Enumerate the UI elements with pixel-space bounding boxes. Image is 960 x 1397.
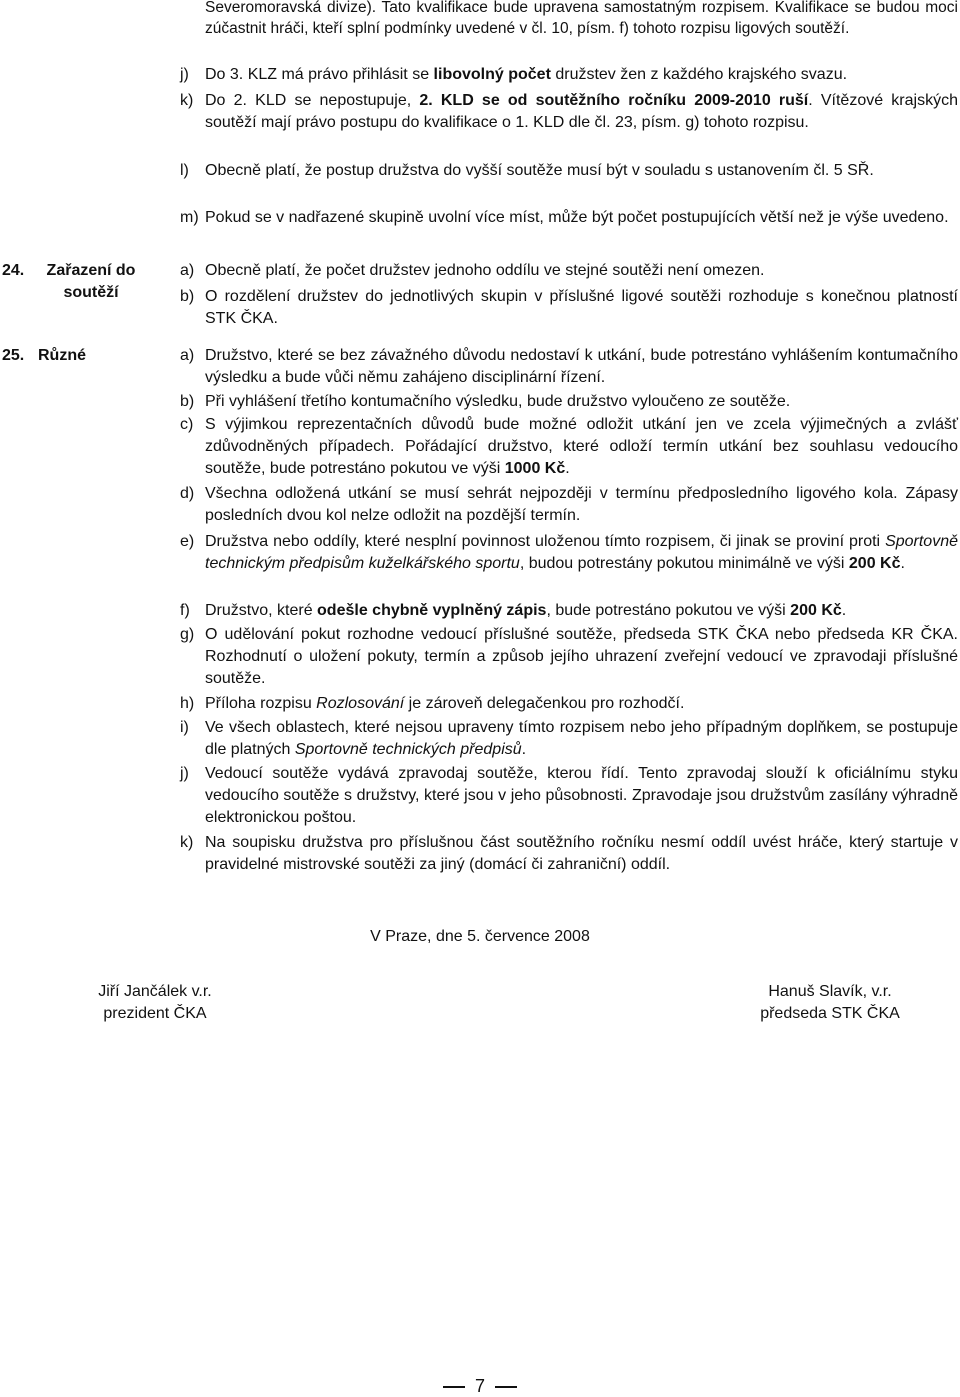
item-text: Obecně platí, že postup družstva do vyšší soutěže musí být v souladu s ustanovením čl. 5 SŘ. (205, 162, 874, 179)
signature-right (730, 981, 930, 1025)
place-date: V Praze, dne 5. července 2008 (370, 928, 590, 945)
dash-left (443, 1386, 465, 1388)
section-title: Různé (38, 347, 86, 364)
list-item-b (180, 391, 958, 413)
item-text: Při vyhlášení třetího kontumačního výsledku, bude družstvo vyloučeno ze soutěže. (205, 393, 791, 410)
list-item-b (180, 286, 958, 330)
list-item-k (180, 832, 958, 876)
section-number: 25. (2, 347, 25, 364)
item-label: k) (180, 834, 194, 851)
item-label: c) (180, 416, 194, 433)
item-label: f) (180, 602, 190, 619)
item-label: b) (180, 393, 195, 410)
item-text: S výjimkou reprezentačních důvodů bude možné odložit utkání jen ve zcela výjimečných a zvlášť zdůvodněných případech. Pořádající družstvo, které odloží termín utkání bez souhlasu vedoucího soutěže, bude potrestáno pokutou ve výši 1000 Kč. (205, 416, 958, 477)
signature-left (70, 981, 240, 1025)
page-number-text: 7 (474, 1376, 485, 1396)
item-label: d) (180, 485, 195, 502)
item-label: a) (180, 262, 195, 279)
dash-right (495, 1386, 517, 1388)
item-text: Do 2. KLD se nepostupuje, 2. KLD se od soutěžního ročníku 2009-2010 ruší. Vítězové krajských soutěží mají právo postupu do kvalifikace o 1. KLD dle čl. 23, písm. g) tohoto rozpisu. (205, 92, 958, 131)
item-label: l) (180, 162, 189, 179)
signatory-role: prezident ČKA (103, 1005, 207, 1022)
list-item-d (180, 483, 958, 527)
continuation-paragraph: Severomoravská divize). Tato kvalifikace bude upravena samostatným rozpisem. Kvalifikace se budou moci zúčastnit hráči, kteří splní podmínky uvedené v čl. 10, písm. f) tohoto rozpisu ligových soutěží. (205, 0, 958, 37)
item-text: Ve všech oblastech, které nejsou upraveny tímto rozpisem nebo jeho případným doplňkem, se postupuje dle platných Sportovně technických předpisů. (205, 719, 958, 758)
list-item-a (180, 345, 958, 389)
item-text: Obecně platí, že počet družstev jednoho oddílu ve stejné soutěži není omezen. (205, 262, 765, 279)
section-title: Zařazení do soutěží (46, 262, 136, 301)
item-text: Všechna odložená utkání se musí sehrát nejpozději v termínu předposledního ligového kola. Zápasy posledních dvou kol nelze odložit na pozdější termín. (205, 485, 958, 524)
item-label: g) (180, 626, 195, 643)
item-text: Pokud se v nadřazené skupině uvolní více míst, může být počet postupujících větší než je výše uvedeno. (205, 209, 949, 226)
item-text: Vedoucí soutěže vydává zpravodaj soutěže, kterou řídí. Tento zpravodaj slouží k oficiálnímu styku vedoucího soutěže s družstvy, které jsou v jeho působnosti. Zpravodaje jsou družstvům zasílány výhradně elektronickou poštou. (205, 765, 958, 826)
item-label: j) (180, 765, 189, 782)
section-number: 24. (2, 262, 25, 279)
list-item-c (180, 414, 958, 480)
item-label: a) (180, 347, 195, 364)
list-item-j (180, 763, 958, 829)
item-label: i) (180, 719, 189, 736)
item-text: Družstva nebo oddíly, které nesplní povinnost uloženou tímto rozpisem, či jinak se proviní proti Sportovně technickým předpisům kuželkářského sportu, budou potrestány pokutou minimálně ve výši 200 Kč. (205, 533, 958, 572)
signatory-name: Jiří Jančálek v.r. (98, 983, 212, 1000)
list-item-a (180, 260, 958, 282)
page-number (0, 1376, 960, 1397)
item-label: b) (180, 288, 195, 305)
item-text: Družstvo, které odešle chybně vyplněný zápis, bude potrestáno pokutou ve výši 200 Kč. (205, 602, 847, 619)
item-label: e) (180, 533, 195, 550)
item-text: Družstvo, které se bez závažného důvodu nedostaví k utkání, bude potrestáno vyhlášením kontumačního výsledku a bude vůči němu zahájeno disciplinární řízení. (205, 347, 958, 386)
list-item-g (180, 624, 958, 690)
list-item-i (180, 717, 958, 761)
list-item-m (180, 207, 958, 229)
item-text: Na soupisku družstva pro příslušnou část soutěžního ročníku nesmí oddíl uvést hráče, který startuje v pravidelné mistrovské soutěži za jiný (domácí či zahraniční) oddíl. (205, 834, 958, 873)
list-item-f (180, 600, 958, 622)
item-text: Příloha rozpisu Rozlosování je zároveň delegačenkou pro rozhodčí. (205, 695, 685, 712)
item-label: m) (180, 209, 199, 226)
list-item-h (180, 693, 958, 715)
item-text: Do 3. KLZ má právo přihlásit se libovolný počet družstev žen z každého krajského svazu. (205, 66, 848, 83)
item-text: O udělování pokut rozhodne vedoucí příslušné soutěže, předseda STK ČKA nebo předseda KR ČKA. Rozhodnutí o uložení pokuty, termín a způsob jejího uhrazení zveřejní vedoucí ve zpravodaji příslušné soutěže. (205, 626, 958, 687)
list-item-j (180, 64, 958, 86)
item-label: j) (180, 66, 189, 83)
list-item-e (180, 531, 958, 575)
list-item-k (180, 90, 958, 134)
item-label: h) (180, 695, 195, 712)
signatory-role: předseda STK ČKA (760, 1005, 900, 1022)
list-item-l (180, 160, 958, 182)
signatory-name: Hanuš Slavík, v.r. (768, 983, 892, 1000)
item-label: k) (180, 92, 194, 109)
item-text: O rozdělení družstev do jednotlivých skupin v příslušné ligové soutěži rozhoduje s konečnou platností STK ČKA. (205, 288, 958, 327)
